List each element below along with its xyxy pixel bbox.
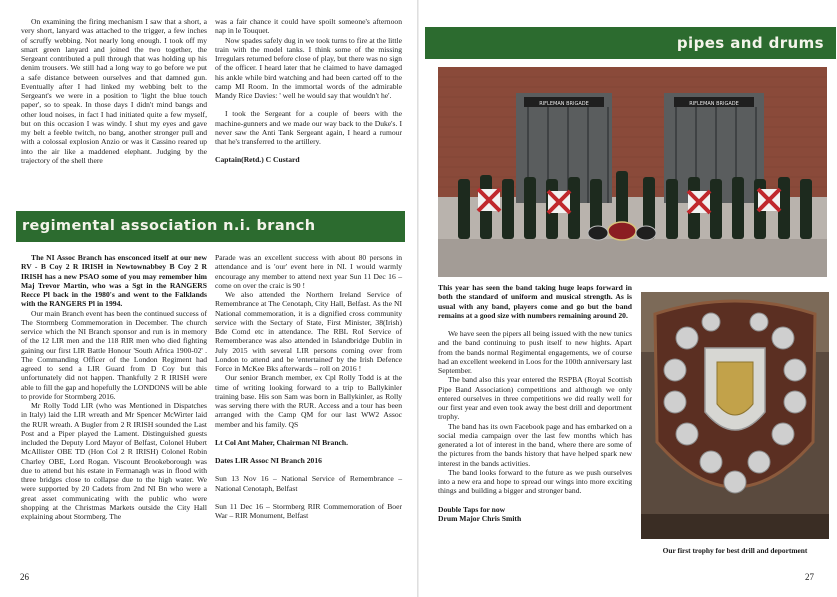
- trophy-photo: [641, 292, 829, 539]
- pipes-drums-column: [438, 283, 632, 523]
- paragraph: The band has its own Facebook page and has embarked on a social media campaign over the last few months which has generated a lot of interest in the band, where there are some of the pictures from the bands history that have helped spark new interest in the bands activities.: [438, 421, 632, 468]
- page-left: [0, 0, 417, 597]
- paragraph: I took the Sergeant for a couple of beers with the machine-gunners and we made our way back to the Duke's. I never saw the Anti Tank Sergeant again, I heard a rumour that he's transferred to the artillery.: [215, 109, 402, 146]
- paragraph: We have seen the pipers all being issued with the new tunics and the band continuing to push itself to new hights. Apart from the bands normal Regimental engagements, we of course had an excellent weekend in Loos for the 100th anniversary last September.: [438, 329, 632, 375]
- trophy-caption: Our first trophy for best drill and deportment: [662, 546, 808, 555]
- section-banner: regimental association n.i. branch: [16, 211, 405, 242]
- paragraph: The band looks forward to the future as we push ourselves into a new era and hope to spread our wings into more exciting things and building a bigger and stronger band.: [438, 467, 632, 496]
- signoff-line: Double Taps for now: [438, 504, 506, 514]
- author-signature: Captain(Retd.) C Custard: [215, 155, 300, 165]
- paragraph: This year has seen the band taking huge leaps forward in both the standard of uniform and musical strength. As is usual with any band, players come and go but the band remains at a good size with numbers remaining around 20.: [438, 283, 632, 320]
- paragraph: Parade was an excellent success with about 80 persons in attendance and is 'our' event here in NI. I would warmly encourage any member to attend next year Sun 11 Dec 16 – come on over the craic is 90 !: [215, 253, 402, 290]
- paragraph: Mr Rolly Todd LIR (who was Mentioned in Dispatches in Italy) laid the LIR wreath and Mr Spencer McWirter laid the RUR wreath. A Bugler from 2 R IRISH sounded the Last Post and a Piper played the Lament. Distinguished guests included the Deputy Lord Mayor of Belfast, Colonel Hubert McAllister OBE TD (Hon Col 2 R IRISH) Colonel Robin Charley OBE, Lord Rogan. Viscount Brookeborough was due to attend but his estate in Fermanagh was in flood with three bridges close to collapse due to the high water. We were supported by 20 Cadets from 2nd NI Bn who were a great asset communicating with the public who were shopping at the Christmas Markets outside the City Hall explaining about Stormberg. The: [21, 401, 207, 521]
- date-entry: Sun 11 Dec 16 – Stormberg RIR Commemoration of Boer War – RIR Monument, Belfast: [215, 501, 402, 520]
- date-entry: Sun 13 Nov 16 – National Service of Remembrance – National Cenotaph, Belfast: [215, 474, 402, 493]
- paragraph: The NI Assoc Branch has ensconced itself at our new RV - B Coy 2 R IRISH in Newtownabbey B Coy 2 R IRISH has a new PSAO some of you may remember him Maj Trevor Martin, who was a Sgt in the RANGERS Recce Pl back in the 1980's and went to the Falklands with the RANGERS Pl in 1994.: [21, 253, 207, 309]
- paragraph: was a fair chance it could have spoilt someone's afternoon nap in le Touquet.: [215, 17, 402, 36]
- paragraph: The band also this year entered the RSPBA (Royal Scottish Pipe Band Association) competitions and although we only entered ourselves in three competitions we did really well for our first year and even took away the best drill and deportment trophy.: [438, 375, 632, 422]
- dates-heading: Dates LIR Assoc NI Branch 2016: [215, 456, 322, 465]
- chairman-signature: Lt Col Ant Maher, Chairman NI Branch.: [215, 437, 349, 447]
- branch-column-2: [215, 253, 402, 520]
- paragraph: Our main Branch event has been the continued success of The Stormberg Commemoration in December. The church service which the NI Branch sponsor and run is in memory of the 12 LIR men and the 118 RIR men who died fighting gaining our first LIR Battle Honour 'South Africa 1900-02' . The Commanding Officer of the London Regiment had agreed to send a LIR Guard from D Coy but this unfortunately did not happen. Thankfully 2 R IRISH were able to fill the gap and hopefully the LONDONS will be able to provide for Stormberg 2016.: [21, 308, 207, 401]
- branch-column-1: [21, 253, 207, 521]
- page-number: 27: [805, 572, 814, 582]
- page-number: 26: [20, 572, 29, 582]
- story-column-1: [21, 17, 207, 165]
- story-column-2: [215, 17, 402, 165]
- photo-sign-left: RIFLEMAN BRIGADE: [539, 101, 589, 107]
- paragraph: Now spades safely dug in we took turns to fire at the little train with the model tanks. I think some of the missing Irregulars returned before close of play, but there was no sign of the officer. I heard later that he claimed to have damaged his ankle while bird watching and had been carted off to the camp MI Room. In the immortal words of the admirable Mandy Rice Davies: ' well he would say that wouldn't he'.: [215, 35, 402, 100]
- paragraph: On examining the firing mechanism I saw that a short, a very short, lanyard was attached to the trigger, a few inches of scruffy webbing. Not nearly long enough. I took off my smart green lanyard and joined the two together, the Sergeant contributed a pull through that was holding up his denim trousers. We still had a long way to go before we put a safe distance between ourselves and that damned gun. Eventually after I had linked my webbing belt to the Sergeant's we were in a position to 'light the blue touch paper', so to speak. In those days I didn't mind bangs and other loud noises, in fact I had initiated quite a few myself, but on this occasion I was windy. I shut my eyes and gave my belt a feeble twitch, no bang, another stronger pull and with a colossal explosion Anzio or was it Cassino reared up into the air like a maddened elephant. Judging by the trajectory of the shell there: [21, 17, 207, 165]
- photo-sign-right: RIFLEMAN BRIGADE: [689, 101, 739, 107]
- paragraph: Our senior Branch member, ex Cpl Rolly Todd is at the time of writing looking forward to a trip to Ballykinler training base. His son Sam was born in Ballykinler, as Rolly was serving there with the RUR. Access and a tour has been arranged with the Camp QM for our last WW2 Assoc member and his family. QS: [215, 373, 402, 429]
- section-banner: pipes and drums: [425, 27, 836, 59]
- signoff-name: Drum Major Chris Smith: [438, 513, 522, 523]
- paragraph: We also attended the Northern Ireland Service of Remembrance at The Cenotaph, City Hall, Belfast. As the NI National commemoration, it is a dignified cross community service with the Sectary of State, First Minister, 38(Irish) Bde Comd etc in attendance. The RBL RoI Service of Rememberance was also attended in Islandbridge Dublin in July 2015 with several LIR persons coming over from London to attend and be 'entertained' by the Irish Defence Force in McKee Bks afterwards – roll on 2016 !: [215, 290, 402, 373]
- page-right: [419, 0, 837, 597]
- band-photo: [438, 67, 827, 277]
